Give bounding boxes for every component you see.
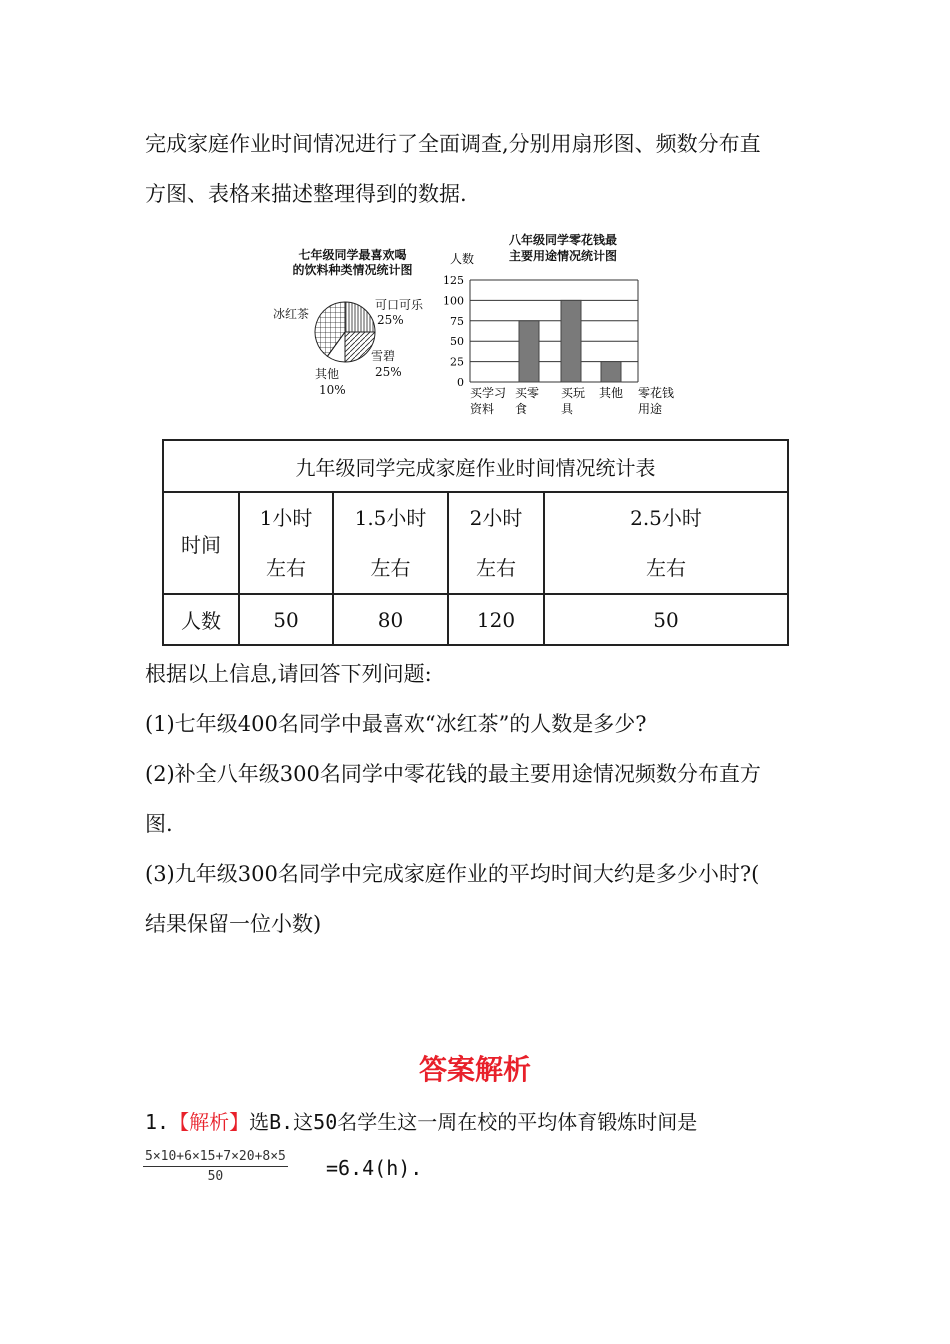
pie-title-line-2: 的饮料种类情况统计图 (292, 263, 413, 277)
bar-x-axis-label: 零花钱 (638, 386, 675, 400)
answer-result: =6.4(h). (326, 1156, 423, 1180)
pie-label-other: 其他 (315, 367, 340, 381)
table-cell-time (448, 492, 544, 594)
table-title: 九年级同学完成家庭作业时间情况统计表 (163, 440, 788, 492)
time-label-bottom: 左右 (476, 556, 516, 580)
question-3-line-2: 结果保留一位小数) (145, 912, 322, 936)
time-label-top: 2.5小时 (630, 506, 702, 530)
bar-category-label: 买玩 (561, 386, 586, 400)
pie-label-icetea: 冰红茶 (273, 307, 310, 321)
intro-line-2: 方图、表格来描述整理得到的数据. (145, 182, 467, 206)
question-1: (1)七年级400名同学中最喜欢“冰红茶”的人数是多少? (145, 712, 647, 736)
bar-1 (519, 321, 539, 382)
pie-chart (265, 248, 445, 408)
bar-category-label: 资料 (470, 402, 495, 416)
pie-label-sprite: 雪碧 (371, 349, 396, 363)
time-label-bottom: 左右 (266, 556, 306, 580)
fraction-denominator: 50 (207, 1169, 224, 1184)
bar-y-tick-label: 100 (443, 294, 464, 308)
table-cell-count: 50 (544, 594, 788, 645)
pie-pct-cola: 25% (377, 313, 404, 327)
answer-1-line (145, 1106, 697, 1135)
bar-category-label: 其他 (599, 386, 624, 400)
pie-pct-sprite: 25% (375, 365, 402, 379)
bar-category-label: 食 (515, 402, 528, 416)
bar-category-label: 买学习 (470, 386, 507, 400)
table-cell-count: 80 (333, 594, 448, 645)
bar-y-tick-label: 0 (457, 376, 464, 389)
questions-lead: 根据以上信息,请回答下列问题: (145, 662, 432, 686)
bar-y-tick-label: 50 (450, 335, 464, 349)
bar-category-label: 具 (561, 402, 574, 416)
bar-title-line-1: 八年级同学零花钱最 (508, 233, 617, 247)
table-cell-time (333, 492, 448, 594)
bar-y-tick-label: 75 (450, 314, 464, 328)
answer-fraction (143, 1145, 288, 1184)
bar-y-tick-label: 25 (450, 355, 464, 369)
pie-label-cola: 可口可乐 (375, 298, 424, 312)
question-2-line-1: (2)补全八年级300名同学中零花钱的最主要用途情况频数分布直方 (145, 762, 761, 786)
table-cell-count: 50 (239, 594, 333, 645)
answer-number: 1. (145, 1110, 170, 1134)
time-label-top: 2小时 (469, 506, 523, 530)
time-label-bottom: 左右 (646, 556, 686, 580)
time-label-top: 1小时 (259, 506, 313, 530)
answer-heading: 答案解析 (418, 1053, 531, 1086)
answer-tag: 【解析】 (169, 1110, 250, 1134)
pie-pct-other: 10% (319, 383, 346, 397)
bar-y-axis-label: 人数 (450, 252, 475, 266)
pie-slice-cola (345, 302, 375, 332)
time-label-top: 1.5小时 (354, 506, 427, 530)
bar-svg (443, 232, 698, 422)
time-label-bottom: 左右 (370, 556, 411, 580)
pie-svg (265, 248, 445, 408)
intro-line-1: 完成家庭作业时间情况进行了全面调查,分别用扇形图、频数分布直 (145, 132, 761, 156)
bar-category-label: 买零 (515, 386, 540, 400)
table-cell-time (239, 492, 333, 594)
answer-text: 选B.这50名学生这一周在校的平均体育锻炼时间是 (249, 1110, 698, 1134)
bar-y-tick-label: 125 (443, 274, 464, 287)
question-3-line-1: (3)九年级300名同学中完成家庭作业的平均时间大约是多少小时?( (145, 862, 760, 886)
table-row-header-count: 人数 (163, 594, 239, 645)
bar-title-line-2: 主要用途情况统计图 (508, 249, 617, 263)
bar-2 (561, 300, 581, 382)
table-row-header-time: 时间 (163, 492, 239, 594)
pie-title-line-1: 七年级同学最喜欢喝 (298, 248, 407, 262)
question-2-line-2: 图. (145, 812, 173, 836)
table-cell-count: 120 (448, 594, 544, 645)
bar-3 (601, 362, 621, 382)
bar-chart (443, 232, 698, 422)
stat-table (162, 439, 789, 646)
table-cell-time (544, 492, 788, 594)
bar-x-axis-label: 用途 (638, 402, 663, 416)
fraction-numerator: 5×10+6×15+7×20+8×5 (143, 1149, 288, 1167)
